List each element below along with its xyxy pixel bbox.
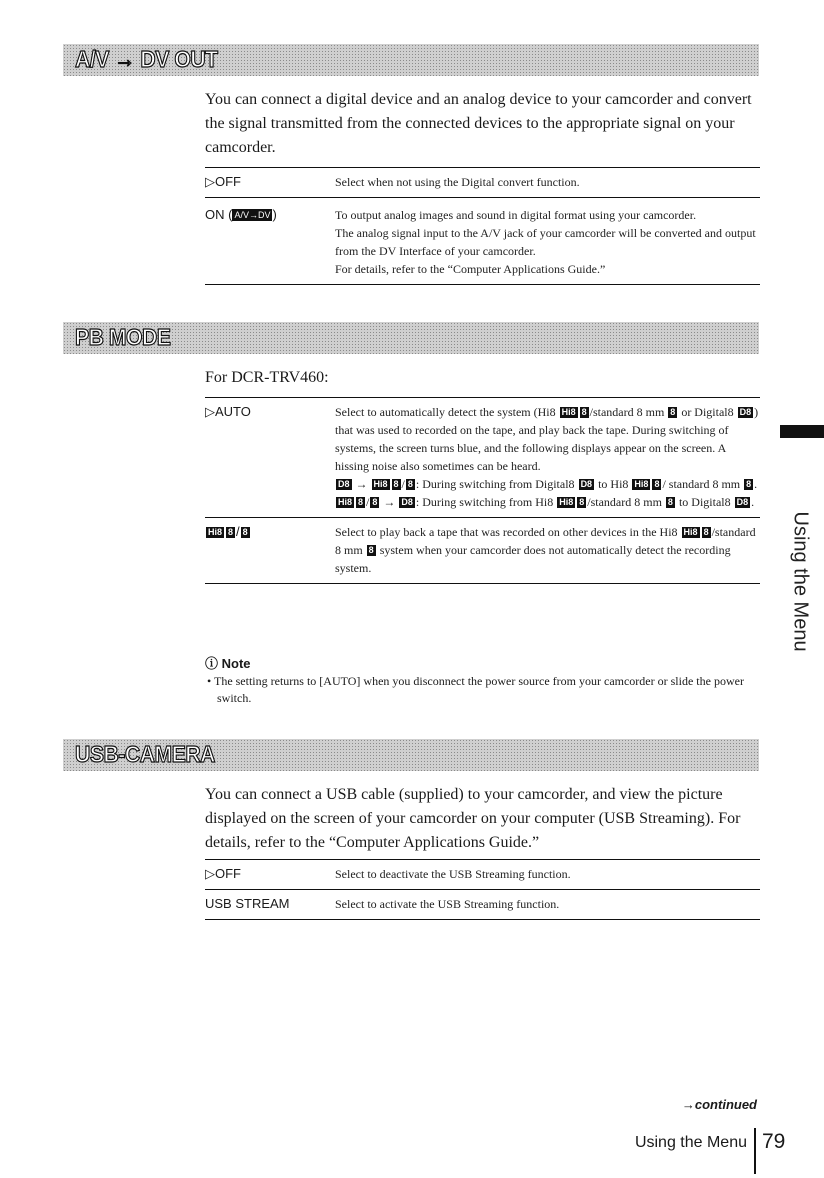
option-desc <box>335 403 760 511</box>
desc-text: . <box>754 477 758 491</box>
option-key: ▷AUTO <box>205 404 251 419</box>
note-heading <box>205 653 251 672</box>
digital8-icon: D8 <box>580 479 593 489</box>
standard8-icon: 8 <box>654 479 660 489</box>
standard8-icon: 8 <box>703 527 709 537</box>
hi8-icon: Hi8 <box>634 479 649 489</box>
section-banner-usb-camera <box>63 739 759 771</box>
option-key: ▷OFF <box>205 866 241 881</box>
desc-text: system when your camcorder does not automatically detect the recording system. <box>335 543 731 575</box>
table-row <box>205 889 760 920</box>
hi8-icon: Hi8 <box>559 497 574 507</box>
slash-text: / <box>401 477 405 491</box>
option-desc: Select to activate the USB Streaming function. <box>335 897 560 911</box>
table-row <box>205 397 760 517</box>
option-desc <box>335 206 760 278</box>
digital8-icon: D8 <box>736 497 749 507</box>
hi8-icon: Hi8 <box>373 479 388 489</box>
settings-table-pb-mode <box>205 397 760 584</box>
continued-indicator: →continued <box>681 1097 757 1112</box>
note-icon: ⓘ <box>205 656 219 671</box>
standard8-icon: 8 <box>579 497 585 507</box>
table-row <box>205 197 760 285</box>
desc-text: Select to automatically detect the system (Hi8 <box>335 405 556 419</box>
hi8-icon: Hi8 <box>561 407 576 417</box>
desc-text: to Hi8 <box>598 477 629 491</box>
hi8-icon: Hi8 <box>208 527 223 537</box>
section-intro: You can connect a USB cable (supplied) to your camcorder, and view the picture displayed on the screen of your camcorder on your computer (USB Streaming). For details, refer to the “Computer Applications Guide.” <box>205 786 741 851</box>
option-desc: Select when not using the Digital convert function. <box>335 175 580 189</box>
standard8-icon: 8 <box>242 527 248 537</box>
section-intro: You can connect a digital device and an analog device to your camcorder and convert the signal transmitted from the connected devices to the appropriate signal on your camcorder. <box>205 91 752 156</box>
section-banner-pb-mode <box>63 322 759 354</box>
note-text: • The setting returns to [AUTO] when you disconnect the power source from your camcorder or slide the power switch. <box>207 674 744 705</box>
section-banner-av-dv-out <box>63 44 759 76</box>
desc-text: /standard 8 mm <box>589 405 665 419</box>
slash-text: / <box>236 524 240 539</box>
arrow-icon: → <box>383 495 396 509</box>
standard8-icon: 8 <box>581 407 587 417</box>
desc-text: or Digital8 <box>681 405 734 419</box>
hi8-icon: Hi8 <box>683 527 698 537</box>
standard8-icon: 8 <box>358 497 364 507</box>
digital8-icon: D8 <box>739 407 752 417</box>
standard8-icon: 8 <box>407 479 413 489</box>
section-side-tab-marker <box>780 425 824 438</box>
settings-table-usb-camera <box>205 859 760 920</box>
section-title: A/V → DV OUT <box>75 46 218 72</box>
desc-text: /standard 8 mm <box>335 525 756 557</box>
table-row <box>205 517 760 584</box>
standard8-icon: 8 <box>746 479 752 489</box>
standard8-icon: 8 <box>393 479 399 489</box>
digital8-icon: D8 <box>338 479 350 489</box>
table-row <box>205 167 760 197</box>
option-key-suffix: ) <box>272 207 277 222</box>
option-desc: Select to deactivate the USB Streaming function. <box>335 867 571 881</box>
slash-text: / <box>366 495 370 509</box>
section-intro: For DCR-TRV460: <box>205 369 329 386</box>
standard8-icon: 8 <box>228 527 234 537</box>
standard8-icon: 8 <box>667 497 673 507</box>
option-key <box>205 523 335 577</box>
note-label: Note <box>221 656 251 671</box>
desc-text: . <box>751 495 755 509</box>
digital8-icon: D8 <box>401 497 413 507</box>
hi8-icon: Hi8 <box>338 497 353 507</box>
desc-text: /standard 8 mm <box>587 495 662 509</box>
arrow-icon: → <box>355 477 368 491</box>
standard8-icon: 8 <box>670 407 676 417</box>
standard8-icon: 8 <box>372 497 378 507</box>
option-desc <box>335 523 760 577</box>
page-number: 79 <box>762 1130 786 1153</box>
desc-text: : During switching from Hi8 <box>415 495 554 509</box>
desc-text: / standard 8 mm <box>662 477 741 491</box>
av-dv-indicator-icon: A/V→DV <box>234 210 271 220</box>
option-key: ▷OFF <box>205 174 241 189</box>
desc-text: : During switching from Digital8 <box>415 477 575 491</box>
settings-table-av-dv-out <box>205 167 760 285</box>
table-row <box>205 859 760 889</box>
side-tab-label: Using the Menu <box>789 511 812 652</box>
desc-text: ) that was used to recorded on the tape, and play back the tape. During switching of systems, the screen turns blue, and the following displays appear on the screen. A hissing noise also sometimes can be heard. <box>335 405 759 473</box>
section-title: PB MODE <box>75 324 171 350</box>
section-title: USB-CAMERA <box>75 741 215 767</box>
footer-divider <box>754 1128 756 1174</box>
option-key <box>205 206 335 278</box>
desc-text: to Digital8 <box>678 495 731 509</box>
option-key: USB STREAM <box>205 896 290 911</box>
footer-section-name: Using the Menu <box>634 1134 747 1151</box>
standard8-icon: 8 <box>368 545 374 555</box>
desc-line: The analog signal input to the A/V jack of your camcorder will be converted and output from the DV Interface of your camcorder. <box>335 226 756 258</box>
desc-line: For details, refer to the “Computer Applications Guide.” <box>335 262 606 276</box>
desc-line: To output analog images and sound in digital format using your camcorder. <box>335 208 697 222</box>
desc-text: Select to play back a tape that was recorded on other devices in the Hi8 <box>335 525 678 539</box>
option-key-prefix: ON ( <box>205 207 233 222</box>
